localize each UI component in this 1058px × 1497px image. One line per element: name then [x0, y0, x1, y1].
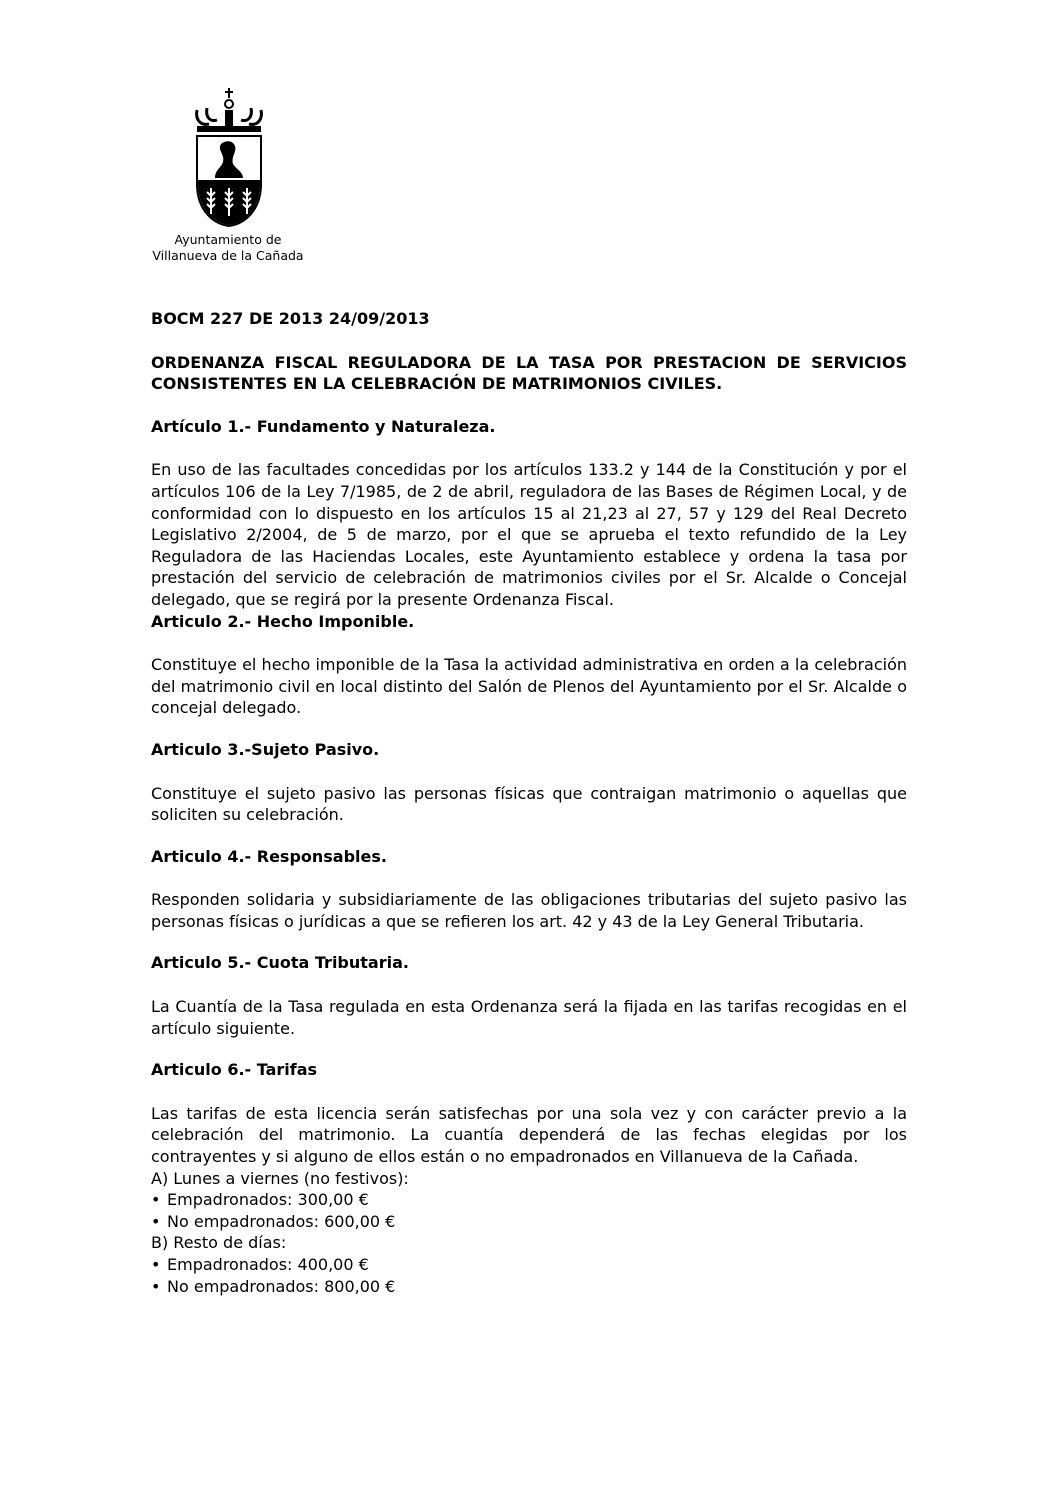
article-5-heading: Articulo 5.- Cuota Tributaria.: [151, 953, 409, 973]
tariff-list: [151, 1168, 907, 1298]
logo-caption: [148, 232, 308, 264]
article-1-text: En uso de las facultades concedidas por los artículos 133.2 y 144 de la Constitución y por el artículos 106 de la Ley 7/1985, de 2 de abril, reguladora de las Bases de Régimen Local, y de conformidad con lo dispuesto en los artículos 15 al 21,23 al 27, 57 y 129 del Real Decreto Legislativo 2/2004, de 5 de marzo, por el que se aprueba el texto refundido de la Ley Reguladora de las Haciendas Locales, este Ayuntamiento establece y ordena la tasa por prestación del servicio de celebración de matrimonios civiles por el Sr. Alcalde o Concejal delegado, que se regirá por la presente Ordenanza Fiscal.: [151, 460, 907, 609]
article-5-text: La Cuantía de la Tasa regulada en esta Ordenanza será la fijada en las tarifas recogidas en el artículo siguiente.: [151, 997, 907, 1038]
tariff-a2: No empadronados: 600,00 €: [167, 1211, 396, 1231]
article-3-heading: Articulo 3.-Sujeto Pasivo.: [151, 739, 380, 759]
article-4-heading: Articulo 4.- Responsables.: [151, 846, 387, 866]
list-item: [151, 1276, 907, 1298]
article-4-text: Responden solidaria y subsidiariamente de las obligaciones tributarias del sujeto pasivo las personas físicas o jurídicas a que se refieren los art. 42 y 43 de la Ley General Tributaria.: [151, 890, 907, 931]
document-body: [151, 308, 907, 1297]
bullet-icon: •: [151, 1255, 161, 1274]
article-2-heading: Articulo 2.- Hecho Imponible.: [151, 611, 415, 631]
article-2-text: Constituye el hecho imponible de la Tasa la actividad administrativa en orden a la celebración del matrimonio civil en local distinto del Salón de Plenos del Ayuntamiento por el Sr. Alcalde o concejal delegado.: [151, 655, 907, 718]
tariff-a1: Empadronados: 300,00 €: [167, 1190, 369, 1210]
tariff-b2: No empadronados: 800,00 €: [167, 1276, 396, 1296]
coat-of-arms-icon: [191, 88, 267, 228]
logo-line-1: Ayuntamiento de: [174, 232, 282, 247]
list-item: [151, 1189, 907, 1211]
tariff-group-b: B) Resto de días:: [151, 1233, 287, 1253]
tariff-b1: Empadronados: 400,00 €: [167, 1255, 369, 1274]
list-item: [151, 1211, 907, 1233]
article-1-heading: Artículo 1.- Fundamento y Naturaleza.: [151, 416, 496, 436]
list-item: [151, 1254, 907, 1276]
article-6-text: Las tarifas de esta licencia serán satisfechas por una sola vez y con carácter previo a la celebración del matrimonio. La cuantía dependerá de las fechas elegidas por los contrayentes y si alguno de ellos están o no empadronados en Villanueva de la Cañada.: [151, 1103, 907, 1167]
logo-line-2: Villanueva de la Cañada: [152, 248, 304, 263]
bullet-icon: •: [151, 1190, 161, 1210]
bullet-icon: •: [151, 1211, 161, 1231]
tariff-group-a: A) Lunes a viernes (no festivos):: [151, 1168, 409, 1188]
municipal-logo: [148, 88, 308, 268]
document-title: ORDENANZA FISCAL REGULADORA DE LA TASA POR PRESTACION DE SERVICIOS CONSISTENTES EN LA CELEBRACIÓN DE MATRIMONIOS CIVILES.: [151, 352, 907, 394]
bullet-icon: •: [151, 1276, 161, 1296]
article-3-text: Constituye el sujeto pasivo las personas físicas que contraigan matrimonio o aquellas que soliciten su celebración.: [151, 783, 907, 825]
article-6-heading: Articulo 6.- Tarifas: [151, 1060, 318, 1080]
bulletin-reference: BOCM 227 DE 2013 24/09/2013: [151, 309, 430, 328]
